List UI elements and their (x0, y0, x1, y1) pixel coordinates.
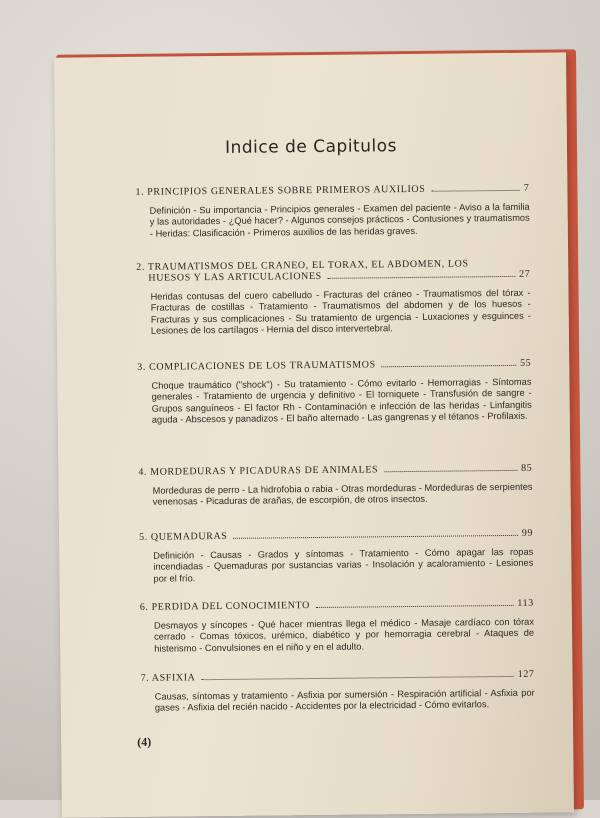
chapter-6 (140, 598, 535, 655)
chapter-description: Heridas contusas del cuero cabelludo - Fracturas del cráneo - Traumatismos del tórax - Fracturas de costillas - Tratamiento - Traumatismos del abdomen y de los huesos - Fracturas y sus complicaciones - Su tratamiento de urgencia - Luxaciones y esguinces - Lesiones de los cartílagos - Hernia del disco intervertebral. (150, 287, 531, 336)
dot-leader (384, 470, 517, 472)
chapter-title: 2. TRAUMATISMOS DEL CRANEO, EL TORAX, EL ABDOMEN, LOS (136, 258, 469, 273)
chapter-page-number: 113 (517, 597, 534, 609)
chapter-title: 3. COMPLICACIONES DE LOS TRAUMATISMOS (137, 359, 376, 373)
chapter-7 (140, 669, 534, 715)
chapter-page-number: 99 (521, 527, 534, 539)
chapter-title: 7. ASFIXIA (140, 672, 196, 684)
chapter-description: Mordeduras de perro - La hidrofobia o rabia - Otras mordeduras - Mordeduras de serpientes venenosas - Picaduras de arañas, de escorpión, de otros insectos. (152, 481, 533, 508)
chapter-title-row (140, 598, 534, 613)
dot-leader (431, 190, 519, 192)
chapter-1 (135, 183, 530, 240)
dot-leader (382, 365, 516, 367)
chapter-4 (138, 463, 532, 509)
chapter-page-number: 55 (520, 357, 532, 369)
chapter-title-row (140, 669, 534, 684)
chapter-title-row (137, 358, 531, 373)
chapter-title-row (139, 528, 533, 543)
chapter-title: 5. QUEMADURAS (139, 530, 228, 543)
chapter-description: Desmayos y síncopes - Qué hacer mientras llega el médico - Masaje cardíaco con tórax cerrado - Comas tóxicos, urémico, diabético y por hemorragia cerebral - Ataques de histerismo - Convulsiones en el niño y en el adulto. (153, 616, 535, 654)
dot-leader (328, 276, 515, 279)
chapter-description: Definición - Su importancia - Principios generales - Examen del paciente - Aviso a la familia y las autoridades - ¿Qué hacer? - Algunos consejos prácticos - Contusiones y traumatismos - Heridas: Clasificación - Primeros auxilios de las heridas graves. (149, 201, 530, 239)
chapter-page-number: 85 (521, 462, 533, 474)
chapter-2 (136, 258, 531, 338)
chapter-page-number: 7 (523, 182, 530, 194)
chapter-title: 6. PERDIDA DEL CONOCIMIENTO (139, 600, 310, 613)
page-title: Indice de Capitulos (224, 136, 398, 158)
chapter-title: 4. MORDEDURAS Y PICADURAS DE ANIMALES (138, 464, 379, 478)
dot-leader (316, 605, 513, 608)
chapter-description: Choque traumático ("shock") - Su tratamiento - Cómo evitarlo - Hemorragias - Síntomas generales - Tratamiento de urgencia y definitivo - El torniquete - Transfusión de sangre - Grupos sanguíneos - El factor Rh - Contaminación e infección de las heridas - Linfangitis aguda - Abscesos y panadizos - El baño alternado - Las gangrenas y el tétanos - Profilaxis. (151, 376, 532, 425)
chapter-5 (139, 528, 534, 585)
chapter-page-number: 27 (519, 268, 531, 280)
chapter-title-row (135, 183, 529, 198)
chapter-page-number: 127 (517, 668, 535, 680)
chapter-description: Definición - Causas - Grados y síntomas - Tratamiento - Cómo apagar las ropas incendiadas - Quemaduras por sustancias varias - Insolación y acaloramiento - Lesiones por el frío. (153, 546, 534, 584)
chapter-title-continued: HUESOS Y LAS ARTICULACIONES (148, 270, 322, 284)
chapter-title-row (138, 463, 532, 478)
chapter-3 (137, 358, 532, 427)
chapter-title: 1. PRINCIPIOS GENERALES SOBRE PRIMEROS AUXILIOS (135, 183, 426, 198)
page-folio: (4) (137, 734, 152, 749)
chapter-description: Causas, síntomas y tratamiento - Asfixia por sumersión - Respiración artificial - Asfixia por gases - Asfixia del recién nacido - Accidentes por la electricidad - Cómo evitarlos. (154, 687, 535, 714)
dot-leader (233, 535, 517, 539)
dot-leader (201, 676, 513, 680)
book-page (54, 52, 574, 817)
